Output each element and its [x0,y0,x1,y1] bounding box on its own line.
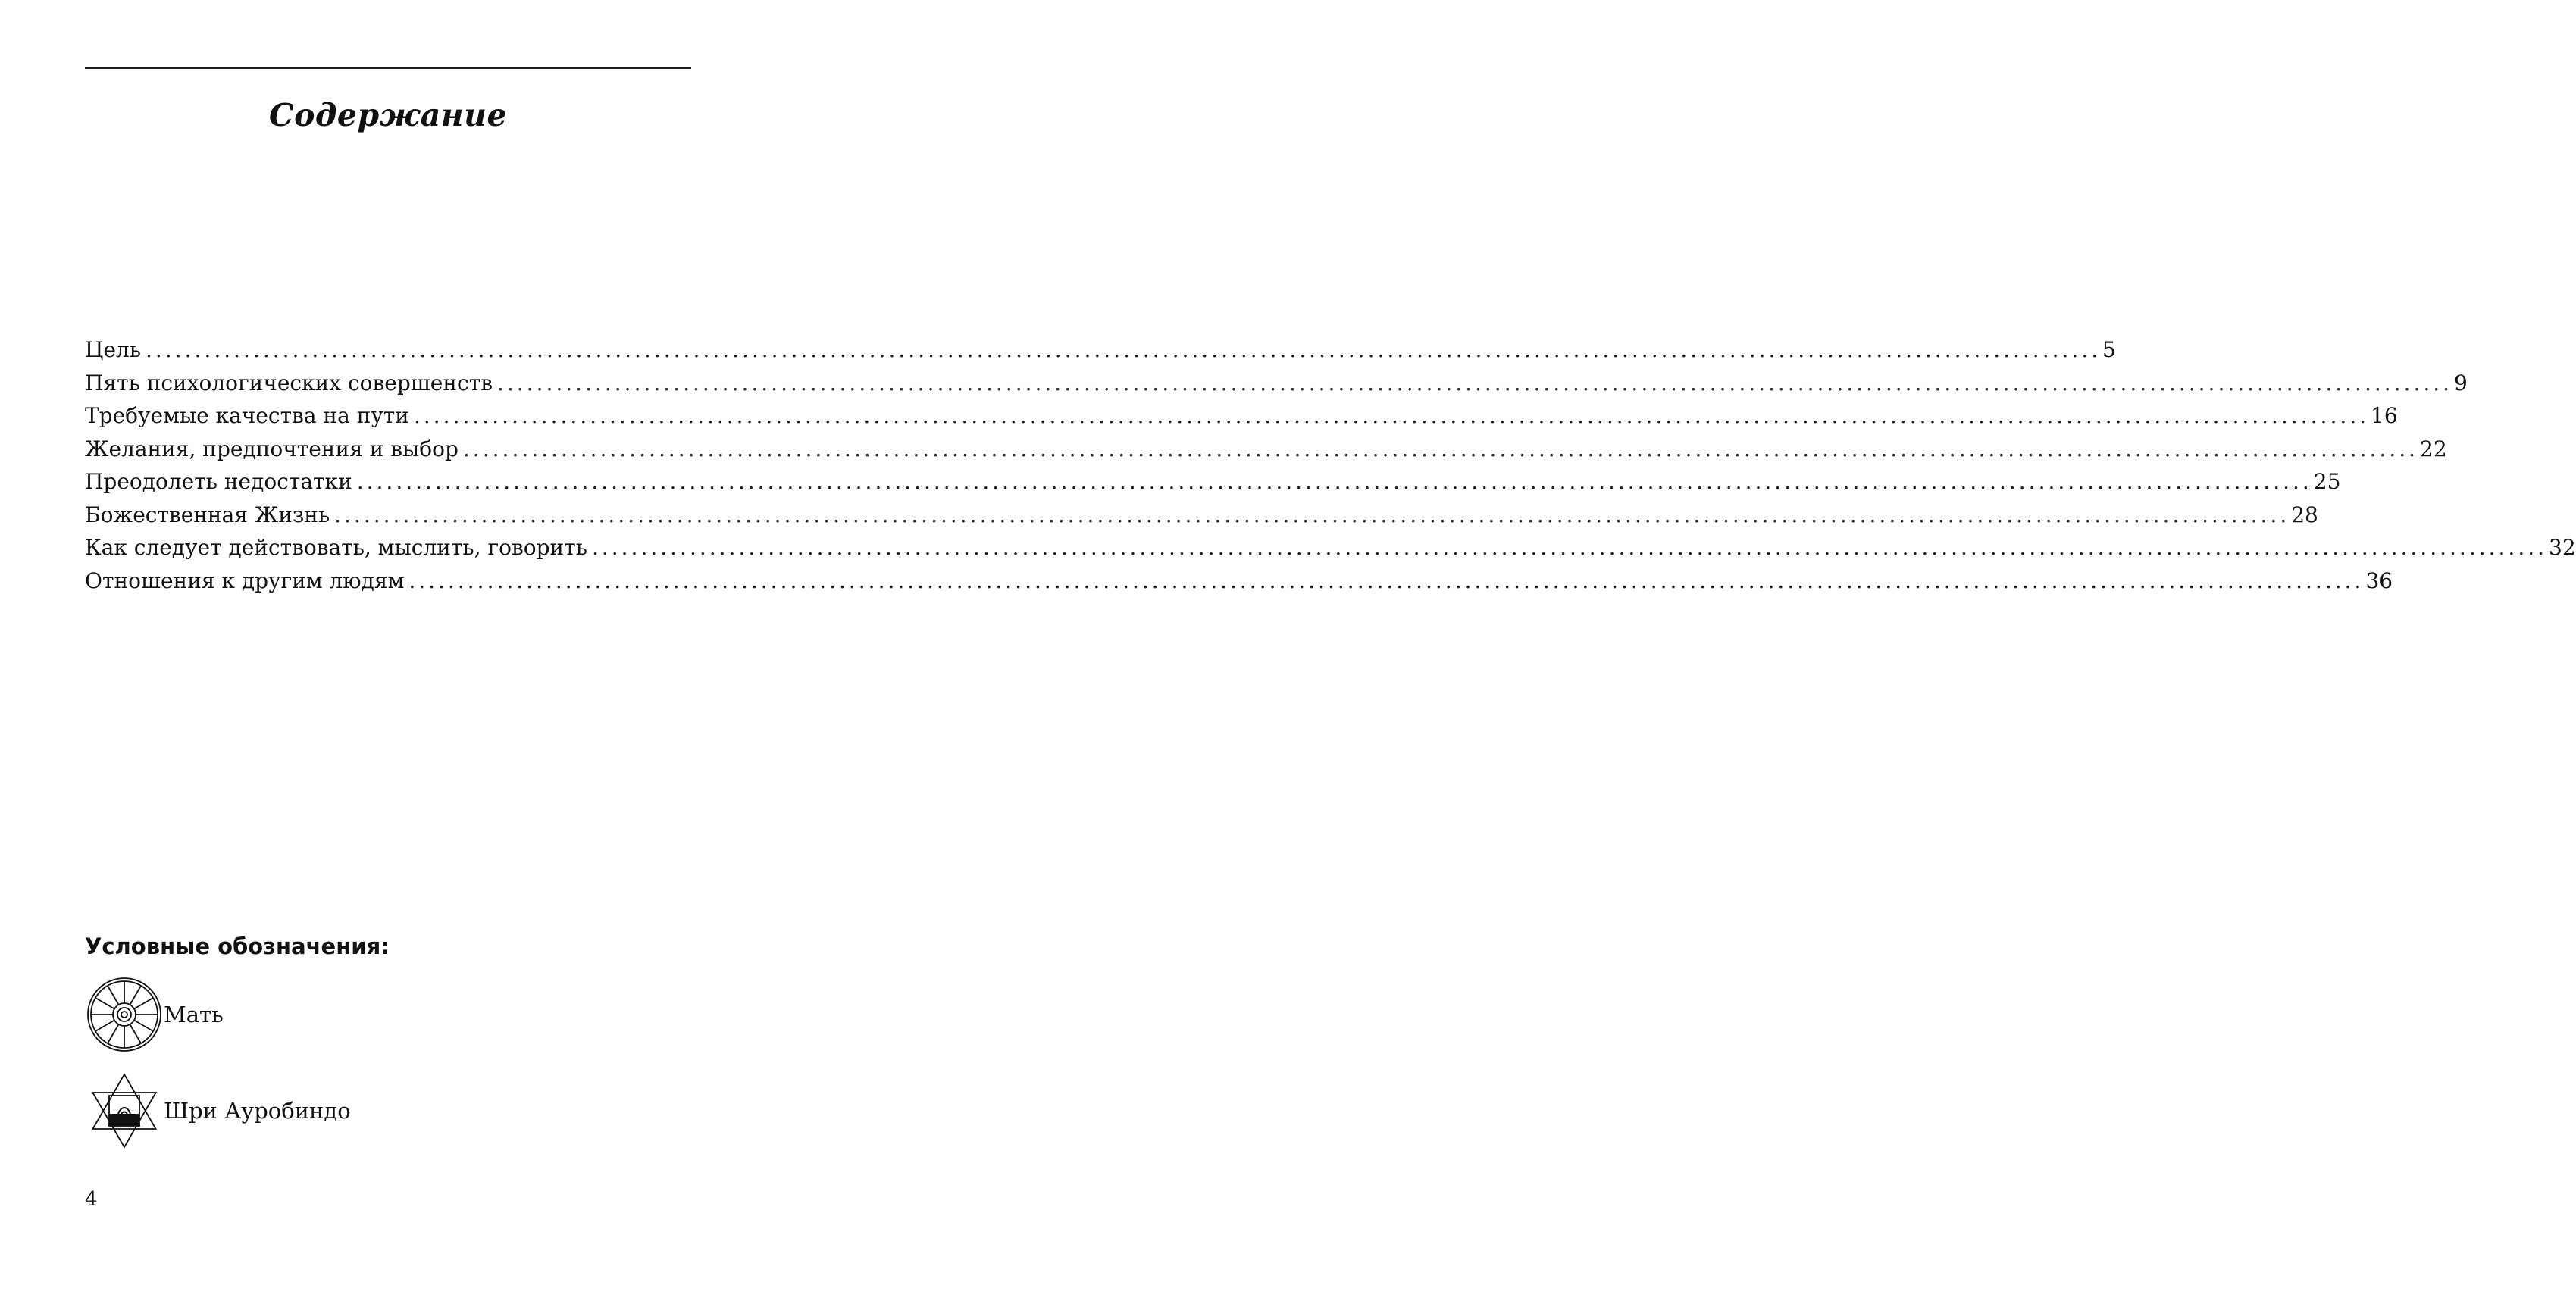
toc-leader-dots: ........................................................................................................................................................................................................ [334,502,2290,527]
toc-entry-page: 16 [2371,403,2398,428]
toc-entry[interactable] [85,399,2398,433]
toc-entry-page: 28 [2291,502,2318,527]
toc-entry[interactable] [85,333,2116,367]
legend-label-mother: Мать [164,1002,224,1027]
toc-entry-page: 25 [2313,469,2341,494]
toc-entry-title: Отношения к другим людям [85,568,405,593]
toc-entry-title: Божественная Жизнь [85,502,330,527]
toc-leader-dots: ........................................................................................................................................................................................................ [408,568,2365,593]
toc-entry-page: 5 [2102,337,2116,362]
legend-item-sri-aurobindo [85,1071,351,1150]
toc-entry[interactable] [85,367,2468,400]
toc-entry-page: 32 [2549,535,2576,560]
toc-leader-dots: ........................................................................................................................................................................................................ [462,436,2419,461]
toc-entry[interactable] [85,433,2447,466]
toc-entry-page: 36 [2365,568,2393,593]
sri-aurobindo-symbol-icon [85,1071,164,1150]
toc-entry-title: Преодолеть недостатки [85,469,352,494]
toc-entry-title: Пять психологических совершенств [85,370,493,396]
legend-label-sri-aurobindo: Шри Ауробиндо [164,1098,351,1124]
page-title: Содержание [268,97,508,133]
toc-entry-page: 9 [2454,370,2468,396]
legend-item-mother [85,975,224,1054]
toc-leader-dots: ........................................................................................................................................................................................................ [591,535,2548,560]
toc-entry[interactable] [85,465,2341,499]
toc-entry-title: Как следует действовать, мыслить, говорить [85,535,587,560]
page-number: 4 [85,1188,98,1211]
table-of-contents [85,333,2576,597]
toc-leader-dots: ........................................................................................................................................................................................................ [496,370,2453,396]
toc-leader-dots: ........................................................................................................................................................................................................ [356,469,2312,494]
toc-entry[interactable] [85,564,2393,598]
toc-leader-dots: ........................................................................................................................................................................................................ [413,403,2370,428]
toc-entry-title: Цель [85,337,142,362]
toc-entry[interactable] [85,499,2318,532]
top-rule [85,67,691,69]
toc-entry-page: 22 [2420,436,2447,461]
toc-entry-title: Желания, предпочтения и выбор [85,436,459,461]
toc-entry-title: Требуемые качества на пути [85,403,409,428]
toc-leader-dots: ........................................................................................................................................................................................................ [146,337,2102,362]
toc-entry[interactable] [85,531,2576,564]
mother-symbol-icon [85,975,164,1054]
legend-title: Условные обозначения: [85,933,390,959]
